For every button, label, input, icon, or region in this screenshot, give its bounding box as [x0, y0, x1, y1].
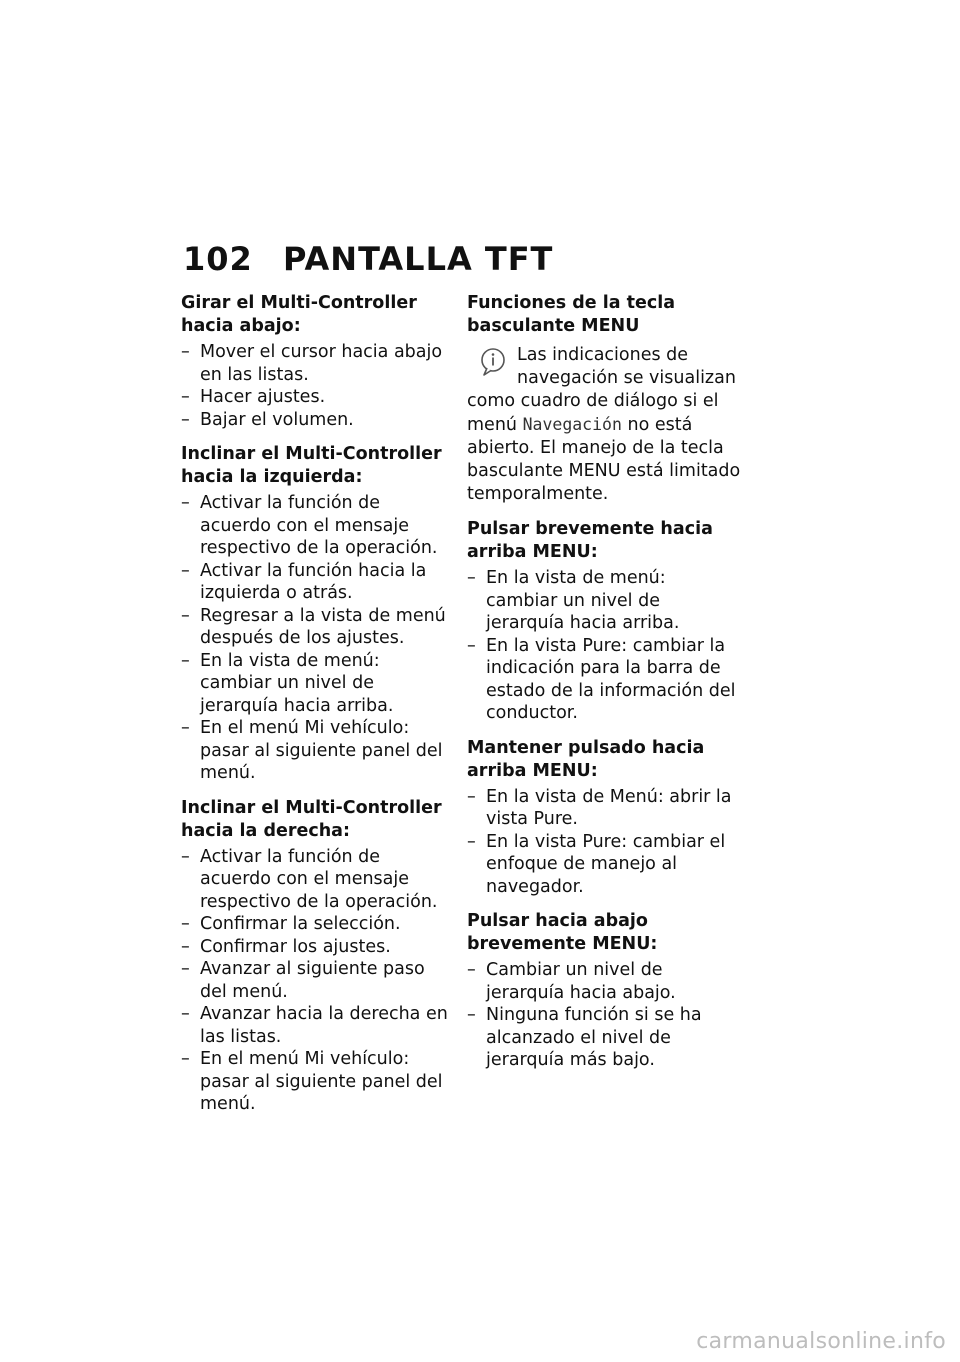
section-heading: Pulsar hacia abajo brevemente MENU: [467, 911, 658, 954]
bullet-list [467, 959, 742, 1072]
list-item: – En la vista de menú: cambiar un nivel de jerarquía hacia arriba. [467, 567, 742, 635]
info-icon [477, 346, 509, 378]
list-item: – Activar la función de acuerdo con el mensaje respectivo de la operación. [181, 846, 453, 914]
list-item: – Cambiar un nivel de jerarquía hacia abajo. [467, 959, 742, 1004]
list-item: – Avanzar al siguiente paso del menú. [181, 958, 453, 1003]
page-number: 102 [183, 240, 253, 278]
list-item: – Confirmar los ajustes. [181, 936, 453, 959]
note-text-after: no está abierto. El manejo de la tecla basculante MENU está limitado temporalmente. [467, 415, 741, 504]
list-item: – Bajar el volumen. [181, 409, 453, 432]
list-item: – Ninguna función si se ha alcanzado el nivel de jerarquía más bajo. [467, 1004, 742, 1072]
section-tilt-right [181, 797, 453, 1116]
list-item: – Hacer ajustes. [181, 386, 453, 409]
bullet-list [181, 341, 453, 431]
section-heading: Inclinar el Multi-Controller hacia la izquierda: [181, 444, 442, 487]
list-item: – En la vista de menú: cambiar un nivel de jerarquía hacia arriba. [181, 650, 453, 718]
list-item: – Avanzar hacia la derecha en las listas. [181, 1003, 453, 1048]
bullet-list [181, 492, 453, 785]
menu-name-navegacion: Navegación [522, 415, 622, 434]
list-item: – Activar la función de acuerdo con el mensaje respectivo de la operación. [181, 492, 453, 560]
note-text-before: Las indicaciones de navegación se visualizan como cuadro de diálogo si el menú [467, 345, 736, 435]
page-header [183, 240, 553, 278]
section-heading: Girar el Multi-Controller hacia abajo: [181, 293, 417, 336]
watermark: carmanualsonline.info [696, 1329, 946, 1354]
info-note [467, 344, 742, 506]
bullet-list [181, 846, 453, 1116]
bullet-list [467, 786, 742, 899]
list-item: – Mover el cursor hacia abajo en las listas. [181, 341, 453, 386]
list-item: – Confirmar la selección. [181, 913, 453, 936]
intro-heading: Funciones de la tecla basculante MENU [467, 293, 676, 336]
section-hold-up [467, 737, 742, 899]
list-item: – Activar la función hacia la izquierda o atrás. [181, 560, 453, 605]
section-heading: Pulsar brevemente hacia arriba MENU: [467, 519, 713, 562]
section-press-up-short [467, 518, 742, 725]
section-heading: Inclinar el Multi-Controller hacia la derecha: [181, 797, 442, 841]
section-heading: Mantener pulsado hacia arriba MENU: [467, 737, 705, 781]
section-tilt-left [181, 443, 453, 785]
section-turn-down [181, 292, 453, 431]
left-column [181, 292, 453, 1128]
right-column [467, 292, 742, 1084]
bullet-list [467, 567, 742, 725]
list-item: – Regresar a la vista de menú después de los ajustes. [181, 605, 453, 650]
list-item: – En la vista Pure: cambiar la indicación para la barra de estado de la información del conductor. [467, 635, 742, 725]
list-item: – En la vista Pure: cambiar el enfoque de manejo al navegador. [467, 831, 742, 899]
page-title: PANTALLA TFT [283, 240, 554, 278]
list-item: – En la vista de Menú: abrir la vista Pure. [467, 786, 742, 831]
list-item: – En el menú Mi vehículo: pasar al siguiente panel del menú. [181, 1048, 453, 1116]
list-item: – En el menú Mi vehículo: pasar al siguiente panel del menú. [181, 717, 453, 785]
section-press-down-short [467, 910, 742, 1072]
